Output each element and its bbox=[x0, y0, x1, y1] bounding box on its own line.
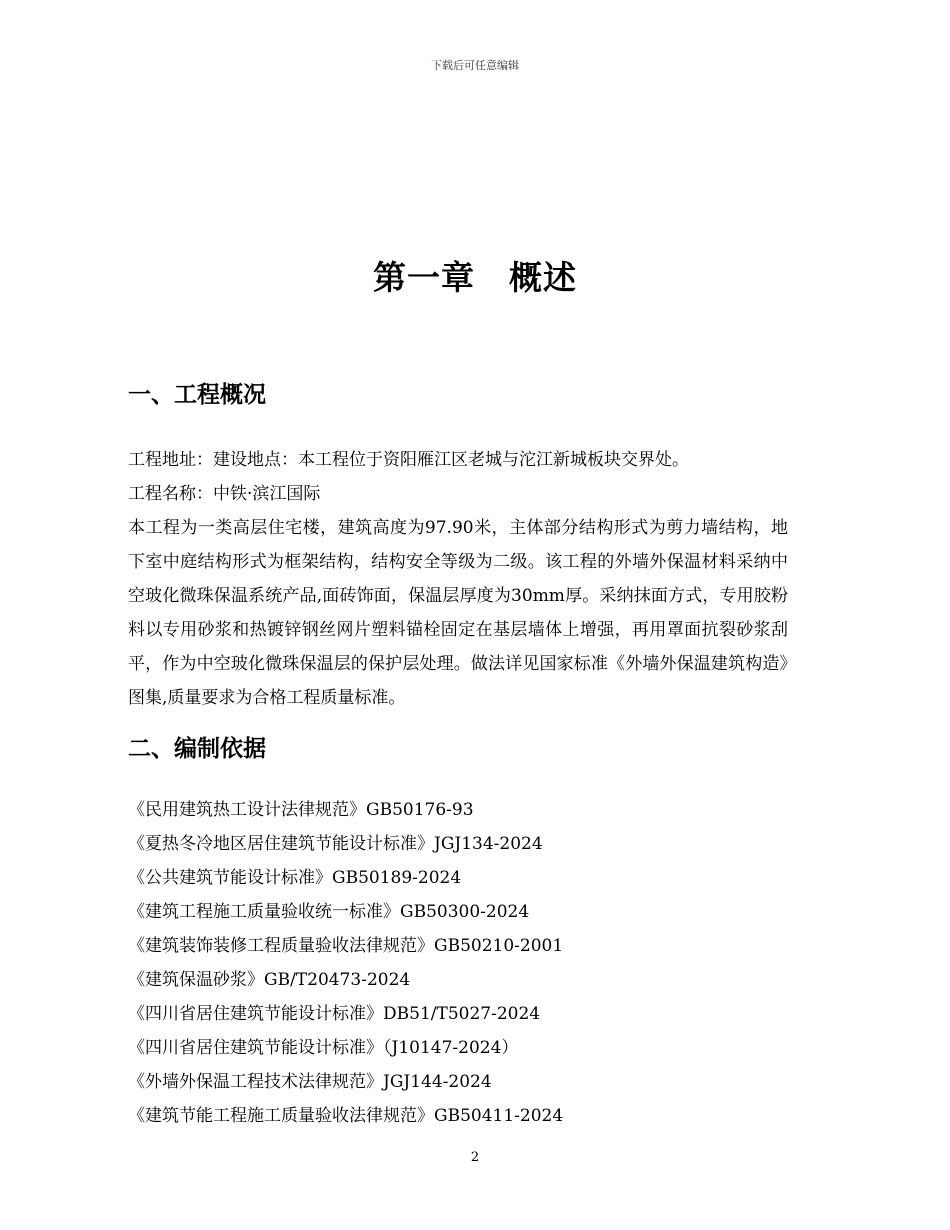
overview-section-body bbox=[128, 443, 788, 715]
header-note: 下载后可任意编辑 bbox=[431, 59, 519, 72]
section-title-overview: 一、工程概况 bbox=[128, 382, 266, 408]
project-address: 工程地址：建设地点：本工程位于资阳雁江区老城与沱江新城板块交界处。 bbox=[128, 450, 689, 470]
section-title-basis: 二、编制依据 bbox=[128, 736, 266, 762]
basis-item: 《夏热冬冷地区居住建筑节能设计标准》JGJ134-2024 bbox=[128, 834, 543, 854]
project-description: 本工程为一类高层住宅楼，建筑高度为97.90米，主体部分结构形式为剪力墙结构，地下室中庭结构形式为框架结构，结构安全等级为二级。该工程的外墙外保温材料采纳中空玻化微珠保温系统产品,面砖饰面，保温层厚度为30mm厚。采纳抹面方式，专用胶粉料以专用砂浆和热镀锌钢丝网片塑料锚栓固定在基层墙体上增强，再用罩面抗裂砂浆刮平，作为中空玻化微珠保温层的保护层处理。做法详见国家标准《外墙外保温建筑构造》图集,质量要求为合格工程质量标准。 bbox=[128, 518, 788, 708]
basis-list bbox=[128, 793, 788, 1133]
basis-item: 《建筑工程施工质量验收统一标准》GB50300-2024 bbox=[128, 902, 530, 922]
basis-item: 《外墙外保温工程技术法律规范》JGJ144-2024 bbox=[128, 1072, 492, 1092]
basis-item: 《建筑保温砂浆》GB/T20473-2024 bbox=[128, 970, 411, 990]
page-number: 2 bbox=[470, 1150, 480, 1165]
basis-item: 《民用建筑热工设计法律规范》GB50176-93 bbox=[128, 800, 474, 820]
basis-item: 《建筑节能工程施工质量验收法律规范》GB50411-2024 bbox=[128, 1106, 564, 1126]
basis-item: 《建筑装饰装修工程质量验收法律规范》GB50210-2001 bbox=[128, 936, 564, 956]
chapter-title: 第一章 概述 bbox=[373, 258, 577, 297]
project-name: 工程名称：中铁·滨江国际 bbox=[128, 484, 321, 504]
basis-item: 《四川省居住建筑节能设计标准》（J10147-2024） bbox=[128, 1038, 519, 1058]
basis-item: 《公共建筑节能设计标准》GB50189-2024 bbox=[128, 868, 462, 888]
basis-item: 《四川省居住建筑节能设计标准》DB51/T5027-2024 bbox=[128, 1004, 541, 1024]
